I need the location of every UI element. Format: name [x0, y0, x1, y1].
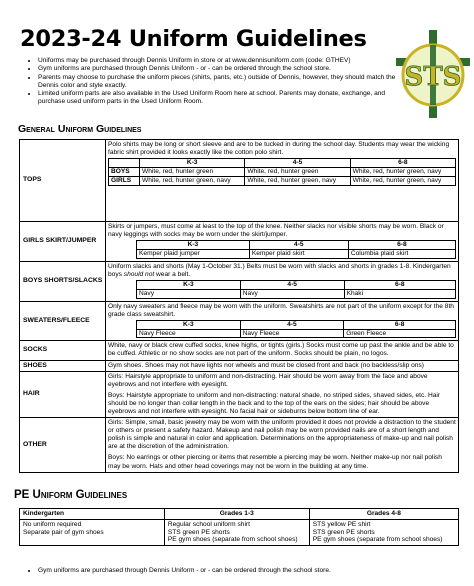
grade-header: 4-5	[245, 159, 350, 168]
row-text: Uniform slacks and shorts (May 1-October 31.) Belts must be worn with slacks and shorts in grades 1-8. Kindergarten boys should not wear a belt.	[108, 262, 451, 278]
row-label: SHOES	[20, 360, 106, 371]
pe-uniform-table	[19, 508, 459, 546]
table-row	[20, 418, 459, 473]
grade-header: K-3	[137, 280, 241, 289]
table-cell: Navy Fleece	[137, 329, 241, 338]
row-label: OTHER	[20, 418, 106, 473]
grade-table	[108, 158, 456, 185]
table-cell: White, red, hunter green, navy	[350, 176, 455, 185]
table-cell: Navy	[137, 289, 241, 298]
general-heading: General Uniform Guidelines	[18, 123, 142, 135]
footer-bullet: • Gym uniforms are purchased through Dennis Uniform - or - can be ordered through the school store.	[38, 567, 331, 575]
table-cell: Columbia plaid skirt	[348, 249, 455, 258]
intro-bullet: • Parents may choose to purchase the uniform pieces (shirts, pants, etc.) outside of Dennis, however, they should match the Dennis color and style exactly.	[38, 74, 408, 91]
row-label: TOPS	[20, 140, 106, 222]
table-cell: Kemper plaid jumper	[137, 249, 250, 258]
hair-boys-text: Boys: Hairstyle appropriate to uniform and non-distracting: natural shade, no striped sides, shaved sides, etc. Hair should be no longer than collar length in the back and to the top of the ears on the sides; hair should be above eyebrows and not interfere with eyesight. No facial hair or sideburns below bottom line of ear.	[108, 391, 441, 415]
table-cell: White, red, hunter green, navy	[350, 167, 455, 176]
grade-header: K-3	[137, 241, 250, 250]
other-boys-text: Boys: No earrings or other piercing or items that resemble a piercing may be worn. Neither make-up nor nail polish may be worn. Hats and other head coverings may not be worn in the building at any time.	[108, 454, 442, 470]
other-girls-text: Girls: Simple, small, basic jewelry may be worn with the uniform provided it does not provide a distraction to the student or others or present a safety hazard. Makeup and nail polish may be worn provided nails are of a short length and polish is simple and natural in color and application. Determinations on the appropriateness of make-up and nail polish are at the discretion of the administration.	[108, 419, 456, 451]
table-row	[20, 360, 459, 371]
table-cell: Navy	[240, 289, 344, 298]
table-row	[20, 140, 459, 222]
grade-header: 6-8	[350, 159, 455, 168]
row-label: SOCKS	[20, 341, 106, 360]
table-cell: White, red, hunter green	[140, 167, 245, 176]
logo-letters: STS	[404, 62, 462, 92]
table-row	[20, 301, 459, 341]
table-row	[20, 261, 459, 301]
gender-label: GIRLS	[109, 176, 140, 185]
table-row	[20, 371, 459, 417]
intro-bullet: • Gym uniforms are purchased through Dennis Uniform - or - can be ordered through the school store.	[38, 65, 408, 73]
row-label: GIRLS SKIRT/JUMPER	[20, 222, 106, 262]
intro-bullet: • Limited uniform parts are also available in the Used Uniform Room here at school. Parents may donate, exchange, and purchase used uniform parts in the Used Uniform Room.	[38, 90, 408, 107]
table-row	[20, 222, 459, 262]
row-label: SWEATERS/FLEECE	[20, 301, 106, 341]
grade-header: K-3	[137, 320, 241, 329]
grade-header: 4-5	[240, 320, 344, 329]
pe-item: PE gym shoes (separate from school shoes)	[167, 536, 298, 544]
intro-bullet: • Uniforms may be purchased through Dennis Uniform in store or at www.dennisuniform.com (code: GTHEV)	[38, 57, 408, 65]
table-row	[20, 341, 459, 360]
row-text: White, navy or black crew cuffed socks, knee highs, or tights (girls.) Socks must come up past the ankle and be able to be cuffed. Athletic or no show socks are not part of the uniform. Socks should be plain, no logos.	[106, 341, 459, 360]
row-label: HAIR	[20, 371, 106, 417]
grade-table	[136, 280, 456, 299]
row-text: Skirts or jumpers, must come at least to the top of the knee. Neither slacks nor visible shorts may be worn. Black or navy leggings with socks may be worn under the skirt/jumper.	[108, 223, 444, 239]
table-cell: White, red, hunter green, navy	[140, 176, 245, 185]
footer-bullets	[22, 567, 331, 575]
pe-header: Grades 4-8	[309, 509, 458, 520]
grade-header: 4-5	[249, 241, 348, 250]
table-cell: White, red, hunter green	[245, 167, 350, 176]
grade-header: 6-8	[348, 241, 455, 250]
intro-bullets	[22, 57, 408, 107]
table-cell: White, red, hunter green, navy	[245, 176, 350, 185]
pe-item: Separate pair of gym shoes	[23, 528, 104, 536]
table-cell: Khaki	[344, 289, 455, 298]
grade-header: 6-8	[344, 320, 456, 329]
grade-header: K-3	[140, 159, 245, 168]
pe-item: No uniform required	[23, 520, 82, 528]
row-text: Only navy sweaters and fleece may be worn with the uniform. Sweatshirts are not part of the uniform except for the 8th grade class sweatshirt.	[108, 302, 454, 318]
pe-item: STS yellow PE shirt	[312, 520, 371, 528]
pe-header: Kindergarten	[20, 509, 165, 520]
row-label: BOYS SHORTS/SLACKS	[20, 261, 106, 301]
row-text: Gym shoes. Shoes may not have lights nor wheels and must be closed front and back (no backless/slip ons)	[106, 360, 459, 371]
grade-header: 6-8	[344, 280, 455, 289]
grade-table	[136, 320, 456, 339]
pe-heading: PE Uniform Guidelines	[14, 489, 128, 501]
row-text: Polo shirts may be long or short sleeve and are to be tucked in during the school day. Students may wear the wicking fabric shirt provided it looks exactly like the cotton polo shirt.	[108, 141, 450, 157]
pe-item: PE gym shoes (separate from school shoes)	[312, 536, 443, 544]
pe-item: STS green PE shorts	[312, 528, 375, 536]
grade-table	[136, 240, 456, 259]
pe-header: Grades 1-3	[164, 509, 309, 520]
grade-header: 4-5	[240, 280, 344, 289]
page-title: 2023-24 Uniform Guidelines	[20, 26, 367, 52]
pe-item: Regular school uniform shirt	[167, 520, 250, 528]
gender-label: BOYS	[109, 167, 140, 176]
table-cell: Navy Fleece	[240, 329, 344, 338]
pe-item: STS green PE shorts	[167, 528, 230, 536]
general-uniform-table	[19, 139, 459, 473]
hair-girls-text: Girls: Hairstyle appropriate to uniform and non-distracting. Hair should be worn away from the face and above eyebrows and not interfere with eyesight.	[108, 372, 428, 388]
table-cell: Kemper plaid skirt	[249, 249, 348, 258]
table-cell: Green Fleece	[344, 329, 456, 338]
